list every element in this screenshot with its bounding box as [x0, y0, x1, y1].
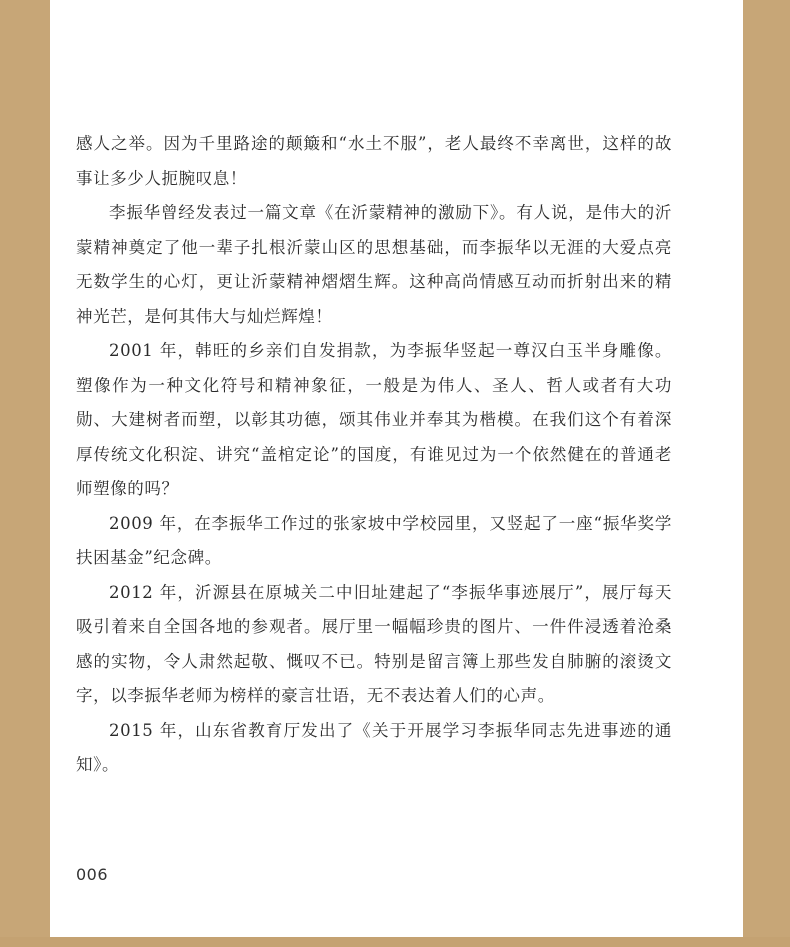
paragraph-2: 李振华曾经发表过一篇文章《在沂蒙精神的激励下》。有人说，是伟大的沂蒙精神奠定了他一辈子扎根沂蒙山区的思想基础，而李振华以无涯的大爱点亮无数学生的心灯，更让沂蒙精神熠熠生辉。这种高尚情感互动而折射出来的精神光芒，是何其伟大与灿烂辉煌！: [76, 203, 672, 326]
page-number: 006: [76, 865, 109, 884]
paragraph-4: 2009 年，在李振华工作过的张家坡中学校园里，又竖起了一座“振华奖学扶困基金”纪念碑。: [76, 513, 672, 567]
left-background-edge: [0, 0, 50, 947]
paragraph-3: 2001 年，韩旺的乡亲们自发捐款，为李振华竖起一尊汉白玉半身雕像。塑像作为一种文化符号和精神象征，一般是为伟人、圣人、哲人或者有大功勋、大建树者而塑，以彰其功德，颂其伟业并奉其为楷模。在我们这个有着深厚传统文化积淀、讲究“盖棺定论”的国度，有谁见过为一个依然健在的普通老师塑像的吗？: [76, 341, 672, 498]
paragraph-5: 2012 年，沂源县在原城关二中旧址建起了“李振华事迹展厅”，展厅每天吸引着来自全国各地的参观者。展厅里一幅幅珍贵的图片、一件件浸透着沧桑感的实物，令人肃然起敬、慨叹不已。特别是留言簿上那些发自肺腑的滚烫文字，以李振华老师为榜样的豪言壮语，无不表达着人们的心声。: [76, 582, 672, 705]
paragraph-6: 2015 年，山东省教育厅发出了《关于开展学习李振华同志先进事迹的通知》。: [76, 720, 672, 774]
right-background-edge: [743, 0, 790, 947]
body-text: [76, 127, 672, 783]
bottom-background-edge: [0, 937, 790, 947]
paragraph-1: 感人之举。因为千里路途的颠簸和“水土不服”，老人最终不幸离世，这样的故事让多少人扼腕叹息！: [76, 134, 672, 188]
